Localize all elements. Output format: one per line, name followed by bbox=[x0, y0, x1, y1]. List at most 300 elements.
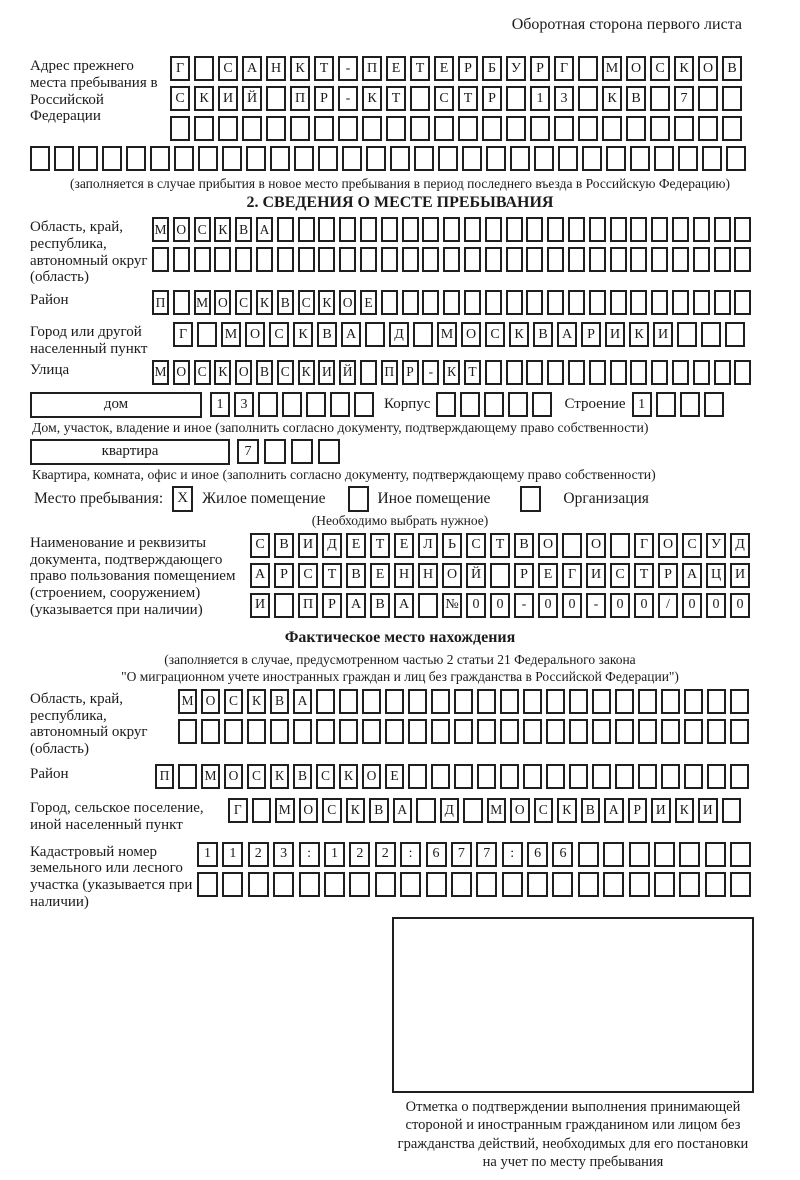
char-cell[interactable]: Т bbox=[634, 563, 654, 588]
char-cell[interactable] bbox=[650, 116, 670, 141]
char-cell[interactable]: У bbox=[706, 533, 726, 558]
char-cell[interactable] bbox=[651, 247, 668, 272]
char-cell[interactable] bbox=[592, 764, 611, 789]
char-cell[interactable]: В bbox=[533, 322, 553, 347]
char-cell[interactable]: М bbox=[602, 56, 622, 81]
char-cell[interactable] bbox=[102, 146, 122, 171]
char-cell[interactable] bbox=[630, 360, 647, 385]
char-cell[interactable]: 2 bbox=[248, 842, 269, 867]
char-cell[interactable]: И bbox=[298, 533, 318, 558]
char-cell[interactable] bbox=[408, 764, 427, 789]
char-cell[interactable] bbox=[526, 360, 543, 385]
char-cell[interactable] bbox=[173, 247, 190, 272]
char-cell[interactable] bbox=[569, 719, 588, 744]
char-cell[interactable]: К bbox=[346, 798, 366, 823]
char-cell[interactable] bbox=[506, 360, 523, 385]
char-cell[interactable]: Т bbox=[322, 563, 342, 588]
char-cell[interactable] bbox=[197, 872, 218, 897]
char-cell[interactable] bbox=[704, 392, 724, 417]
char-cell[interactable] bbox=[568, 247, 585, 272]
char-cell[interactable]: Д bbox=[440, 798, 460, 823]
char-cell[interactable]: И bbox=[318, 360, 335, 385]
char-cell[interactable] bbox=[532, 392, 552, 417]
char-cell[interactable]: Г bbox=[562, 563, 582, 588]
char-cell[interactable] bbox=[707, 689, 726, 714]
char-cell[interactable]: С bbox=[194, 360, 211, 385]
char-cell[interactable] bbox=[506, 116, 526, 141]
char-cell[interactable]: Ь bbox=[442, 533, 462, 558]
char-cell[interactable] bbox=[527, 872, 548, 897]
char-cell[interactable] bbox=[270, 719, 289, 744]
char-cell[interactable] bbox=[592, 689, 611, 714]
char-cell[interactable]: П bbox=[298, 593, 318, 618]
char-cell[interactable] bbox=[416, 798, 436, 823]
char-cell[interactable] bbox=[339, 719, 358, 744]
char-cell[interactable] bbox=[714, 247, 731, 272]
char-cell[interactable]: 1 bbox=[530, 86, 550, 111]
char-cell[interactable]: Е bbox=[386, 56, 406, 81]
char-cell[interactable]: В bbox=[626, 86, 646, 111]
char-cell[interactable]: О bbox=[245, 322, 265, 347]
char-cell[interactable] bbox=[422, 217, 439, 242]
char-cell[interactable]: Л bbox=[418, 533, 438, 558]
char-cell[interactable]: В bbox=[346, 563, 366, 588]
char-cell[interactable] bbox=[523, 719, 542, 744]
char-cell[interactable]: В bbox=[369, 798, 389, 823]
char-cell[interactable] bbox=[258, 392, 278, 417]
char-cell[interactable] bbox=[170, 116, 190, 141]
char-cell[interactable] bbox=[418, 593, 438, 618]
char-cell[interactable] bbox=[402, 247, 419, 272]
char-cell[interactable]: А bbox=[394, 593, 414, 618]
char-cell[interactable] bbox=[274, 593, 294, 618]
char-cell[interactable] bbox=[547, 360, 564, 385]
char-cell[interactable]: Р bbox=[530, 56, 550, 81]
char-cell[interactable] bbox=[677, 322, 697, 347]
char-cell[interactable]: С bbox=[682, 533, 702, 558]
char-cell[interactable]: К bbox=[509, 322, 529, 347]
char-cell[interactable]: Н bbox=[418, 563, 438, 588]
char-cell[interactable] bbox=[705, 872, 726, 897]
char-cell[interactable]: О bbox=[658, 533, 678, 558]
char-cell[interactable] bbox=[264, 439, 286, 464]
char-cell[interactable] bbox=[534, 146, 554, 171]
char-cell[interactable]: С bbox=[650, 56, 670, 81]
char-cell[interactable] bbox=[630, 217, 647, 242]
char-cell[interactable] bbox=[464, 290, 481, 315]
char-cell[interactable]: 7 bbox=[451, 842, 472, 867]
char-cell[interactable]: О bbox=[173, 360, 190, 385]
char-cell[interactable]: 1 bbox=[210, 392, 230, 417]
char-cell[interactable] bbox=[150, 146, 170, 171]
char-cell[interactable] bbox=[443, 217, 460, 242]
char-cell[interactable]: И bbox=[605, 322, 625, 347]
char-cell[interactable] bbox=[654, 872, 675, 897]
char-cell[interactable] bbox=[569, 764, 588, 789]
char-cell[interactable] bbox=[451, 872, 472, 897]
char-cell[interactable]: А bbox=[682, 563, 702, 588]
char-cell[interactable] bbox=[485, 290, 502, 315]
char-cell[interactable]: № bbox=[442, 593, 462, 618]
char-cell[interactable] bbox=[298, 217, 315, 242]
char-cell[interactable] bbox=[726, 146, 746, 171]
char-cell[interactable] bbox=[546, 719, 565, 744]
char-cell[interactable] bbox=[693, 247, 710, 272]
char-cell[interactable] bbox=[366, 146, 386, 171]
char-cell[interactable]: С bbox=[466, 533, 486, 558]
char-cell[interactable] bbox=[672, 290, 689, 315]
char-cell[interactable]: М bbox=[178, 689, 197, 714]
char-cell[interactable] bbox=[500, 719, 519, 744]
char-cell[interactable] bbox=[318, 217, 335, 242]
char-cell[interactable]: А bbox=[341, 322, 361, 347]
char-cell[interactable] bbox=[603, 842, 624, 867]
char-cell[interactable] bbox=[615, 764, 634, 789]
char-cell[interactable] bbox=[375, 872, 396, 897]
char-cell[interactable]: К bbox=[293, 322, 313, 347]
char-cell[interactable] bbox=[360, 217, 377, 242]
char-cell[interactable]: В bbox=[317, 322, 337, 347]
char-cell[interactable]: В bbox=[277, 290, 294, 315]
char-cell[interactable]: В bbox=[293, 764, 312, 789]
char-cell[interactable] bbox=[434, 116, 454, 141]
char-cell[interactable] bbox=[194, 56, 214, 81]
char-cell[interactable] bbox=[486, 146, 506, 171]
char-cell[interactable] bbox=[464, 247, 481, 272]
char-cell[interactable]: Е bbox=[370, 563, 390, 588]
char-cell[interactable]: А bbox=[557, 322, 577, 347]
char-cell[interactable] bbox=[615, 689, 634, 714]
char-cell[interactable]: К bbox=[339, 764, 358, 789]
char-cell[interactable]: 1 bbox=[632, 392, 652, 417]
char-cell[interactable]: В bbox=[270, 689, 289, 714]
char-cell[interactable]: 0 bbox=[562, 593, 582, 618]
char-cell[interactable]: 0 bbox=[682, 593, 702, 618]
char-cell[interactable] bbox=[693, 217, 710, 242]
char-cell[interactable]: Й bbox=[242, 86, 262, 111]
char-cell[interactable]: П bbox=[362, 56, 382, 81]
char-cell[interactable]: : bbox=[400, 842, 421, 867]
char-cell[interactable] bbox=[674, 116, 694, 141]
char-cell[interactable] bbox=[672, 360, 689, 385]
char-cell[interactable] bbox=[330, 392, 350, 417]
char-cell[interactable]: 0 bbox=[490, 593, 510, 618]
char-cell[interactable] bbox=[477, 689, 496, 714]
char-cell[interactable] bbox=[725, 322, 745, 347]
char-cell[interactable] bbox=[698, 86, 718, 111]
char-cell[interactable] bbox=[701, 322, 721, 347]
char-cell[interactable] bbox=[431, 689, 450, 714]
char-cell[interactable] bbox=[702, 146, 722, 171]
char-cell[interactable] bbox=[592, 719, 611, 744]
stay-type-checkbox-inoe[interactable] bbox=[348, 486, 369, 512]
char-cell[interactable]: / bbox=[658, 593, 678, 618]
char-cell[interactable]: С bbox=[224, 689, 243, 714]
char-cell[interactable] bbox=[629, 842, 650, 867]
char-cell[interactable] bbox=[523, 764, 542, 789]
char-cell[interactable]: П bbox=[152, 290, 169, 315]
char-cell[interactable] bbox=[547, 217, 564, 242]
char-cell[interactable] bbox=[568, 360, 585, 385]
char-cell[interactable] bbox=[360, 247, 377, 272]
char-cell[interactable]: И bbox=[218, 86, 238, 111]
char-cell[interactable] bbox=[400, 872, 421, 897]
char-cell[interactable]: К bbox=[298, 360, 315, 385]
char-cell[interactable] bbox=[482, 116, 502, 141]
char-cell[interactable]: Р bbox=[322, 593, 342, 618]
char-cell[interactable]: А bbox=[242, 56, 262, 81]
char-cell[interactable]: О bbox=[510, 798, 530, 823]
char-cell[interactable]: О bbox=[235, 360, 252, 385]
char-cell[interactable] bbox=[485, 360, 502, 385]
char-cell[interactable] bbox=[578, 872, 599, 897]
char-cell[interactable] bbox=[589, 217, 606, 242]
char-cell[interactable] bbox=[502, 872, 523, 897]
char-cell[interactable]: 7 bbox=[476, 842, 497, 867]
char-cell[interactable] bbox=[247, 719, 266, 744]
char-cell[interactable]: О bbox=[538, 533, 558, 558]
char-cell[interactable]: 1 bbox=[197, 842, 218, 867]
char-cell[interactable]: К bbox=[194, 86, 214, 111]
char-cell[interactable]: С bbox=[269, 322, 289, 347]
char-cell[interactable]: С bbox=[247, 764, 266, 789]
char-cell[interactable] bbox=[324, 872, 345, 897]
char-cell[interactable] bbox=[484, 392, 504, 417]
char-cell[interactable] bbox=[298, 247, 315, 272]
char-cell[interactable] bbox=[568, 290, 585, 315]
char-cell[interactable] bbox=[386, 116, 406, 141]
char-cell[interactable]: - bbox=[338, 86, 358, 111]
char-cell[interactable] bbox=[414, 146, 434, 171]
char-cell[interactable] bbox=[589, 290, 606, 315]
char-cell[interactable]: К bbox=[247, 689, 266, 714]
char-cell[interactable] bbox=[381, 247, 398, 272]
char-cell[interactable]: О bbox=[586, 533, 606, 558]
char-cell[interactable] bbox=[693, 360, 710, 385]
char-cell[interactable] bbox=[610, 247, 627, 272]
char-cell[interactable] bbox=[722, 798, 742, 823]
char-cell[interactable] bbox=[252, 798, 272, 823]
char-cell[interactable]: К bbox=[674, 56, 694, 81]
char-cell[interactable] bbox=[707, 719, 726, 744]
char-cell[interactable] bbox=[610, 360, 627, 385]
char-cell[interactable] bbox=[526, 290, 543, 315]
char-cell[interactable] bbox=[714, 360, 731, 385]
char-cell[interactable] bbox=[651, 360, 668, 385]
char-cell[interactable] bbox=[651, 217, 668, 242]
char-cell[interactable]: М bbox=[201, 764, 220, 789]
char-cell[interactable] bbox=[654, 842, 675, 867]
char-cell[interactable]: - bbox=[514, 593, 534, 618]
char-cell[interactable]: Р bbox=[658, 563, 678, 588]
char-cell[interactable] bbox=[277, 247, 294, 272]
char-cell[interactable]: Т bbox=[490, 533, 510, 558]
char-cell[interactable] bbox=[615, 719, 634, 744]
char-cell[interactable] bbox=[438, 146, 458, 171]
char-cell[interactable]: 0 bbox=[538, 593, 558, 618]
char-cell[interactable] bbox=[390, 146, 410, 171]
char-cell[interactable] bbox=[661, 719, 680, 744]
char-cell[interactable] bbox=[562, 533, 582, 558]
char-cell[interactable] bbox=[248, 872, 269, 897]
char-cell[interactable] bbox=[610, 217, 627, 242]
char-cell[interactable]: И bbox=[653, 322, 673, 347]
char-cell[interactable] bbox=[339, 217, 356, 242]
char-cell[interactable] bbox=[318, 247, 335, 272]
char-cell[interactable] bbox=[734, 360, 751, 385]
char-cell[interactable] bbox=[679, 872, 700, 897]
char-cell[interactable]: Е bbox=[360, 290, 377, 315]
char-cell[interactable]: Г bbox=[554, 56, 574, 81]
char-cell[interactable]: О bbox=[442, 563, 462, 588]
char-cell[interactable]: 3 bbox=[273, 842, 294, 867]
char-cell[interactable] bbox=[629, 872, 650, 897]
char-cell[interactable]: В bbox=[256, 360, 273, 385]
char-cell[interactable] bbox=[381, 290, 398, 315]
char-cell[interactable] bbox=[656, 392, 676, 417]
char-cell[interactable] bbox=[422, 247, 439, 272]
char-cell[interactable] bbox=[508, 392, 528, 417]
char-cell[interactable]: В bbox=[581, 798, 601, 823]
char-cell[interactable] bbox=[679, 842, 700, 867]
char-cell[interactable]: Г bbox=[228, 798, 248, 823]
char-cell[interactable] bbox=[266, 116, 286, 141]
char-cell[interactable]: Р bbox=[482, 86, 502, 111]
char-cell[interactable]: О bbox=[299, 798, 319, 823]
char-cell[interactable] bbox=[173, 290, 190, 315]
char-cell[interactable]: И bbox=[586, 563, 606, 588]
char-cell[interactable] bbox=[126, 146, 146, 171]
char-cell[interactable]: К bbox=[602, 86, 622, 111]
char-cell[interactable] bbox=[698, 116, 718, 141]
char-cell[interactable]: - bbox=[586, 593, 606, 618]
char-cell[interactable] bbox=[506, 290, 523, 315]
char-cell[interactable] bbox=[458, 116, 478, 141]
char-cell[interactable] bbox=[294, 146, 314, 171]
char-cell[interactable]: С bbox=[298, 290, 315, 315]
char-cell[interactable] bbox=[734, 290, 751, 315]
char-cell[interactable]: О bbox=[339, 290, 356, 315]
char-cell[interactable] bbox=[589, 247, 606, 272]
char-cell[interactable]: Р bbox=[402, 360, 419, 385]
char-cell[interactable] bbox=[526, 217, 543, 242]
char-cell[interactable] bbox=[730, 689, 749, 714]
char-cell[interactable]: А bbox=[256, 217, 273, 242]
char-cell[interactable]: 0 bbox=[610, 593, 630, 618]
char-cell[interactable] bbox=[554, 116, 574, 141]
char-cell[interactable]: Й bbox=[339, 360, 356, 385]
char-cell[interactable]: С bbox=[298, 563, 318, 588]
char-cell[interactable] bbox=[730, 872, 751, 897]
char-cell[interactable]: Т bbox=[314, 56, 334, 81]
char-cell[interactable]: Р bbox=[274, 563, 294, 588]
char-cell[interactable] bbox=[410, 86, 430, 111]
char-cell[interactable]: С bbox=[218, 56, 238, 81]
char-cell[interactable] bbox=[578, 86, 598, 111]
char-cell[interactable]: К bbox=[318, 290, 335, 315]
stay-type-checkbox-org[interactable] bbox=[520, 486, 541, 512]
char-cell[interactable]: Т bbox=[410, 56, 430, 81]
char-cell[interactable]: Д bbox=[322, 533, 342, 558]
char-cell[interactable]: 6 bbox=[552, 842, 573, 867]
char-cell[interactable] bbox=[454, 719, 473, 744]
char-cell[interactable] bbox=[291, 439, 313, 464]
char-cell[interactable] bbox=[714, 290, 731, 315]
char-cell[interactable] bbox=[734, 247, 751, 272]
char-cell[interactable]: И bbox=[651, 798, 671, 823]
char-cell[interactable] bbox=[500, 689, 519, 714]
char-cell[interactable]: К bbox=[629, 322, 649, 347]
char-cell[interactable] bbox=[547, 290, 564, 315]
char-cell[interactable]: 7 bbox=[674, 86, 694, 111]
char-cell[interactable]: 0 bbox=[466, 593, 486, 618]
char-cell[interactable] bbox=[273, 872, 294, 897]
char-cell[interactable] bbox=[360, 360, 377, 385]
char-cell[interactable]: И bbox=[250, 593, 270, 618]
char-cell[interactable]: 1 bbox=[324, 842, 345, 867]
char-cell[interactable]: К bbox=[270, 764, 289, 789]
char-cell[interactable]: Н bbox=[394, 563, 414, 588]
char-cell[interactable] bbox=[318, 439, 340, 464]
char-cell[interactable]: К bbox=[256, 290, 273, 315]
char-cell[interactable] bbox=[552, 872, 573, 897]
char-cell[interactable] bbox=[194, 116, 214, 141]
char-cell[interactable]: М bbox=[194, 290, 211, 315]
char-cell[interactable]: Ц bbox=[706, 563, 726, 588]
char-cell[interactable] bbox=[463, 798, 483, 823]
char-cell[interactable] bbox=[602, 116, 622, 141]
char-cell[interactable] bbox=[684, 764, 703, 789]
char-cell[interactable] bbox=[638, 719, 657, 744]
char-cell[interactable]: К bbox=[362, 86, 382, 111]
char-cell[interactable] bbox=[638, 764, 657, 789]
char-cell[interactable] bbox=[460, 392, 480, 417]
char-cell[interactable] bbox=[402, 217, 419, 242]
char-cell[interactable]: П bbox=[155, 764, 174, 789]
char-cell[interactable]: Г bbox=[634, 533, 654, 558]
char-cell[interactable] bbox=[214, 247, 231, 272]
char-cell[interactable] bbox=[672, 247, 689, 272]
char-cell[interactable]: М bbox=[152, 360, 169, 385]
char-cell[interactable]: Е bbox=[385, 764, 404, 789]
char-cell[interactable]: - bbox=[422, 360, 439, 385]
char-cell[interactable] bbox=[266, 86, 286, 111]
char-cell[interactable]: А bbox=[604, 798, 624, 823]
char-cell[interactable]: 0 bbox=[706, 593, 726, 618]
char-cell[interactable] bbox=[318, 146, 338, 171]
char-cell[interactable] bbox=[385, 719, 404, 744]
char-cell[interactable]: А bbox=[250, 563, 270, 588]
char-cell[interactable] bbox=[299, 872, 320, 897]
char-cell[interactable]: К bbox=[443, 360, 460, 385]
char-cell[interactable] bbox=[178, 719, 197, 744]
char-cell[interactable]: В bbox=[514, 533, 534, 558]
char-cell[interactable] bbox=[152, 247, 169, 272]
char-cell[interactable]: О bbox=[173, 217, 190, 242]
char-cell[interactable] bbox=[197, 322, 217, 347]
char-cell[interactable] bbox=[730, 719, 749, 744]
char-cell[interactable]: 3 bbox=[554, 86, 574, 111]
char-cell[interactable]: С bbox=[250, 533, 270, 558]
char-cell[interactable]: М bbox=[152, 217, 169, 242]
char-cell[interactable] bbox=[523, 689, 542, 714]
char-cell[interactable] bbox=[246, 146, 266, 171]
char-cell[interactable]: Й bbox=[466, 563, 486, 588]
char-cell[interactable]: К bbox=[290, 56, 310, 81]
char-cell[interactable]: А bbox=[293, 689, 312, 714]
char-cell[interactable] bbox=[408, 719, 427, 744]
char-cell[interactable] bbox=[730, 842, 751, 867]
